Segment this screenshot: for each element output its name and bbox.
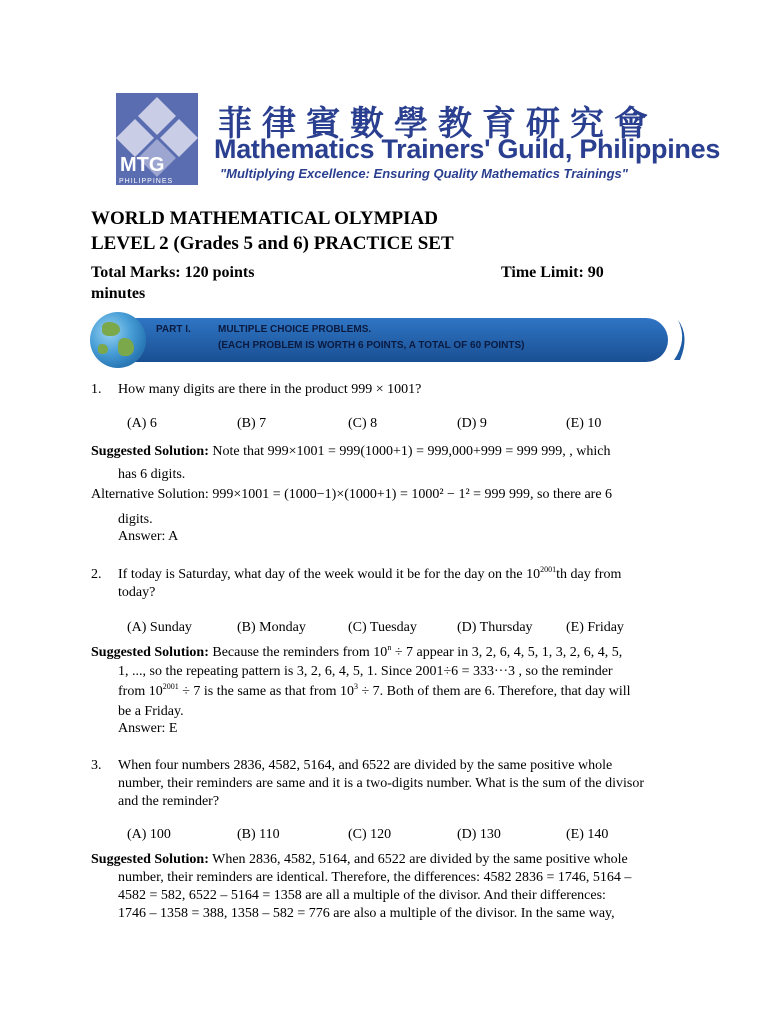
solution-label: Suggested Solution:: [91, 852, 209, 867]
problem-question: If today is Saturday, what day of the week would it be for the day on the $10^{2001}th$ day from: [118, 565, 622, 582]
solution-text: from $10^{2001} \div 7$ is the same as that from $10^3 \div 7$. Both of them are 6. Therefore, that day will: [118, 682, 631, 699]
exam-level: LEVEL 2 (Grades 5 and 6) PRACTICE SET: [91, 233, 454, 254]
total-marks: Total Marks: 120 points: [91, 264, 255, 281]
problem-question: How many digits are there in the product 999 × 1001?: [118, 382, 422, 397]
alt-solution-text: 999×1001 = (1000−1)×(1000+1) = 1000² − 1² = 999 999, so there are 6: [212, 487, 613, 502]
choice-d: (D) Thursday: [457, 620, 533, 635]
alt-solution-text: digits.: [118, 512, 153, 527]
choice-c: (C) Tuesday: [348, 620, 417, 635]
part-subtitle: (EACH PROBLEM IS WORTH 6 POINTS, A TOTAL OF 60 POINTS): [218, 340, 525, 351]
problem-number: 2.: [91, 567, 102, 582]
problem-question: number, their reminders are same and it is a two-digits number. What is the sum of the divisor: [118, 776, 645, 791]
solution-label: Suggested Solution:: [91, 645, 209, 660]
logo-subtext: PHILIPPINES: [119, 178, 174, 185]
choice-b: (B) Monday: [237, 620, 306, 635]
time-limit-unit: minutes: [91, 285, 146, 302]
time-limit: Time Limit: 90: [501, 264, 604, 281]
solution-text: When 2836, 4582, 5164, and 6522 are divided by the same positive whole: [212, 852, 628, 867]
problem-number: 1.: [91, 382, 102, 397]
choice-b: (B) 110: [237, 827, 280, 842]
choice-c: (C) 8: [348, 416, 378, 431]
choice-e: (E) 140: [566, 827, 609, 842]
choice-a: (A) 100: [127, 827, 171, 842]
choice-e: (E) Friday: [566, 620, 624, 635]
part-title: MULTIPLE CHOICE PROBLEMS.: [218, 324, 372, 335]
chinese-title: 菲律賓數學教育研究會: [218, 104, 658, 144]
solution-label: Suggested Solution:: [91, 444, 209, 459]
solution-text: 1746 – 1358 = 388, 1358 – 582 = 776 are also a multiple of the divisor. In the same way,: [118, 906, 615, 921]
part-label: PART I.: [156, 324, 191, 335]
globe-icon: [90, 312, 146, 368]
choice-c: (C) 120: [348, 827, 392, 842]
choice-e: (E) 10: [566, 416, 602, 431]
solution-text: 1, ..., so the repeating pattern is 3, 2, 6, 4, 5, 1. Since 2001÷6 = 333···3 , so the reminder: [118, 664, 613, 679]
solution-text: be a Friday.: [118, 704, 184, 719]
logo-text: MTG: [120, 154, 165, 176]
answer: Answer: A: [118, 529, 179, 544]
guild-tagline: "Multiplying Excellence: Ensuring Quality Mathematics Trainings": [220, 166, 628, 181]
exam-title: WORLD MATHEMATICAL OLYMPIAD: [91, 208, 438, 229]
problem-question: today?: [118, 585, 156, 600]
answer: Answer: E: [118, 721, 178, 736]
swoosh-icon: [672, 318, 690, 362]
choice-b: (B) 7: [237, 416, 267, 431]
alt-solution-label: Alternative Solution:: [91, 487, 209, 502]
problem-question: When four numbers 2836, 4582, 5164, and 6522 are divided by the same positive whole: [118, 758, 613, 773]
guild-name: Mathematics Trainers' Guild, Philippines: [214, 134, 721, 164]
solution-text: 4582 = 582, 6522 – 5164 = 1358 are all a multiple of the divisor. And their differences:: [118, 888, 606, 903]
choice-d: (D) 130: [457, 827, 501, 842]
choice-a: (A) 6: [127, 416, 157, 431]
problem-question: and the reminder?: [118, 794, 220, 809]
solution-text: has 6 digits.: [118, 467, 186, 482]
problem-number: 3.: [91, 758, 102, 773]
solution-text: number, their reminders are identical. Therefore, the differences: 4582 2836 = 1746, 5164 –: [118, 870, 632, 885]
choice-a: (A) Sunday: [127, 620, 192, 635]
solution-text: Because the reminders from $10^n \div 7$ appear in 3, 2, 6, 4, 5, 1, 3, 2, 6, 4, 5,: [212, 643, 623, 660]
choice-d: (D) 9: [457, 416, 487, 431]
mtg-logo: [116, 93, 198, 185]
solution-text: Note that 999×1001 = 999(1000+1) = 999,000+999 = 999 999, , which: [212, 444, 611, 459]
